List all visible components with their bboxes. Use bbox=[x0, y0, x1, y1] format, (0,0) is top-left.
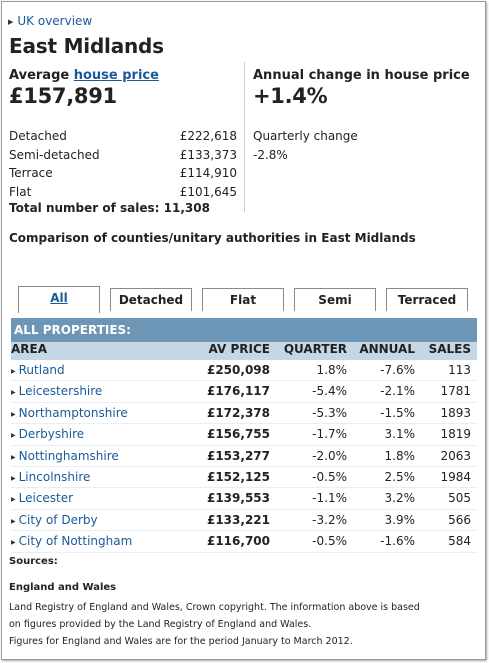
cell-quarter: -3.2% bbox=[312, 512, 347, 527]
area-name: Derbyshire bbox=[18, 427, 85, 442]
property-type-name: Flat bbox=[9, 184, 32, 199]
quarterly-change bbox=[253, 127, 478, 164]
cell-annual: 2.5% bbox=[384, 469, 415, 484]
tab-flat[interactable] bbox=[202, 288, 284, 311]
property-type-row bbox=[9, 146, 237, 165]
area-link[interactable] bbox=[11, 446, 119, 468]
triangle-right-icon: ▶ bbox=[11, 517, 16, 525]
cell-price: £116,700 bbox=[206, 534, 270, 549]
property-type-name: Terrace bbox=[9, 166, 53, 180]
cell-price: £152,125 bbox=[206, 469, 270, 484]
table-row bbox=[11, 446, 477, 467]
cell-sales: 113 bbox=[448, 363, 471, 377]
area-link[interactable] bbox=[11, 467, 90, 489]
cell-quarter: -1.1% bbox=[312, 491, 347, 506]
annual-change-label: Annual change in house price bbox=[253, 68, 470, 83]
triangle-right-icon: ▶ bbox=[11, 389, 16, 397]
table-row bbox=[11, 488, 477, 509]
average-price-value: £157,891 bbox=[9, 84, 117, 108]
property-type-row bbox=[9, 164, 237, 183]
property-type-value: £133,373 bbox=[179, 147, 237, 162]
cell-annual: -2.1% bbox=[380, 384, 415, 399]
tab-terraced-label: Terraced bbox=[397, 293, 457, 307]
uk-overview-label: UK overview bbox=[17, 14, 93, 28]
cell-price: £172,378 bbox=[206, 405, 270, 420]
cell-quarter: -0.5% bbox=[312, 469, 347, 484]
area-link[interactable] bbox=[11, 510, 98, 532]
tab-flat-label: Flat bbox=[229, 293, 257, 307]
area-link[interactable] bbox=[11, 488, 73, 510]
cell-sales: 505 bbox=[448, 491, 471, 506]
triangle-right-icon: ▶ bbox=[11, 368, 16, 375]
cell-price: £250,098 bbox=[206, 363, 270, 377]
average-price-panel bbox=[9, 68, 237, 215]
area-link[interactable] bbox=[11, 381, 102, 403]
cell-price: £153,277 bbox=[206, 448, 270, 463]
cell-sales: 566 bbox=[448, 512, 471, 527]
property-type-value: £222,618 bbox=[179, 129, 237, 143]
triangle-right-icon: ▶ bbox=[11, 453, 16, 461]
vertical-divider bbox=[244, 62, 245, 212]
area-name: City of Nottingham bbox=[18, 534, 133, 549]
tab-all-label: All bbox=[50, 291, 68, 305]
cell-price: £176,117 bbox=[206, 384, 270, 399]
tab-terraced[interactable] bbox=[386, 288, 468, 311]
cell-annual: 3.1% bbox=[384, 427, 415, 442]
property-type-name: Detached bbox=[9, 129, 67, 143]
area-name: Rutland bbox=[18, 363, 65, 377]
average-label-prefix: Average bbox=[9, 68, 74, 83]
cell-sales: 1893 bbox=[440, 405, 471, 420]
quarterly-change-label: Quarterly change bbox=[253, 129, 358, 143]
col-price: AV PRICE bbox=[208, 342, 270, 356]
property-type-row bbox=[9, 127, 237, 146]
property-type-row bbox=[9, 183, 237, 202]
tab-detached-label: Detached bbox=[118, 293, 184, 307]
property-type-value: £101,645 bbox=[179, 184, 237, 199]
col-sales: SALES bbox=[428, 342, 471, 356]
cell-quarter: -2.0% bbox=[312, 448, 347, 463]
cell-quarter: -5.4% bbox=[312, 384, 347, 399]
col-quarter: QUARTER bbox=[283, 342, 347, 356]
column-headers bbox=[11, 342, 477, 360]
area-name: Leicester bbox=[18, 491, 74, 506]
area-link[interactable] bbox=[11, 360, 65, 382]
table-row bbox=[11, 403, 477, 424]
cell-annual: 3.2% bbox=[384, 491, 415, 506]
sources-text bbox=[9, 599, 479, 650]
cell-annual: -1.5% bbox=[380, 405, 415, 420]
tab-detached[interactable] bbox=[110, 288, 192, 311]
triangle-right-icon: ▶ bbox=[11, 496, 16, 504]
sources-region-label: England and Wales bbox=[9, 582, 117, 593]
table-row bbox=[11, 467, 477, 488]
col-annual: ANNUAL bbox=[359, 342, 415, 356]
cell-price: £156,755 bbox=[206, 427, 270, 442]
tab-semi[interactable] bbox=[294, 288, 376, 311]
area-name: Northamptonshire bbox=[18, 405, 128, 420]
table-header: ALL PROPERTIES: bbox=[11, 318, 477, 342]
annual-change-panel bbox=[253, 68, 478, 164]
cell-price: £133,221 bbox=[206, 512, 270, 527]
property-type-name: Semi-detached bbox=[9, 147, 100, 162]
area-link[interactable] bbox=[11, 403, 128, 425]
cell-sales: 2063 bbox=[440, 448, 471, 463]
uk-overview-link[interactable] bbox=[8, 14, 92, 28]
annual-change-value: +1.4% bbox=[253, 84, 328, 108]
sources-label: Sources: bbox=[9, 556, 58, 567]
cell-annual: 1.8% bbox=[384, 448, 415, 463]
table-row bbox=[11, 381, 477, 402]
average-price-label bbox=[9, 68, 237, 83]
total-sales: Total number of sales: 11,308 bbox=[9, 201, 210, 215]
tab-all[interactable] bbox=[18, 286, 100, 313]
properties-table bbox=[11, 318, 477, 553]
cell-annual: -7.6% bbox=[380, 363, 415, 377]
triangle-right-icon: ▶ bbox=[11, 432, 16, 440]
cell-sales: 1984 bbox=[440, 469, 471, 484]
triangle-right-icon: ▶ bbox=[8, 18, 14, 26]
col-area: AREA bbox=[11, 342, 48, 356]
area-name: Leicestershire bbox=[18, 384, 103, 399]
cell-sales: 1819 bbox=[440, 427, 471, 442]
area-name: Nottinghamshire bbox=[18, 448, 119, 463]
cell-sales: 584 bbox=[448, 534, 471, 549]
area-link[interactable] bbox=[11, 424, 84, 446]
house-price-link[interactable]: house price bbox=[73, 68, 159, 83]
cell-price: £139,553 bbox=[206, 491, 270, 506]
sources-line-1: Land Registry of England and Wales, Crown copyright. The information above is based bbox=[9, 602, 420, 613]
table-row bbox=[11, 360, 477, 381]
cell-quarter: -0.5% bbox=[312, 534, 347, 549]
cell-annual: 3.9% bbox=[384, 512, 415, 527]
table-row bbox=[11, 531, 477, 552]
region-title: East Midlands bbox=[9, 34, 164, 58]
property-type-list bbox=[9, 127, 237, 201]
table-body bbox=[11, 360, 477, 553]
cell-sales: 1781 bbox=[440, 384, 471, 399]
quarterly-change-value: -2.8% bbox=[253, 147, 288, 162]
area-name: Lincolnshire bbox=[18, 469, 91, 484]
table-row bbox=[11, 510, 477, 531]
triangle-right-icon: ▶ bbox=[11, 410, 16, 418]
triangle-right-icon: ▶ bbox=[11, 474, 16, 482]
table-row bbox=[11, 424, 477, 445]
property-type-value: £114,910 bbox=[179, 166, 237, 180]
cell-quarter: -1.7% bbox=[312, 427, 347, 442]
tab-semi-label: Semi bbox=[318, 293, 352, 307]
sources-line-2: on figures provided by the Land Registry of England and Wales. bbox=[9, 619, 312, 630]
cell-annual: -1.6% bbox=[380, 534, 415, 549]
cell-quarter: 1.8% bbox=[316, 363, 347, 377]
comparison-title: Comparison of counties/unitary authorities in East Midlands bbox=[9, 231, 416, 245]
area-link[interactable] bbox=[11, 531, 132, 553]
sources-line-3: Figures for England and Wales are for the period January to March 2012. bbox=[9, 636, 353, 647]
triangle-right-icon: ▶ bbox=[11, 539, 16, 547]
cell-quarter: -5.3% bbox=[312, 405, 347, 420]
area-name: City of Derby bbox=[18, 512, 98, 527]
